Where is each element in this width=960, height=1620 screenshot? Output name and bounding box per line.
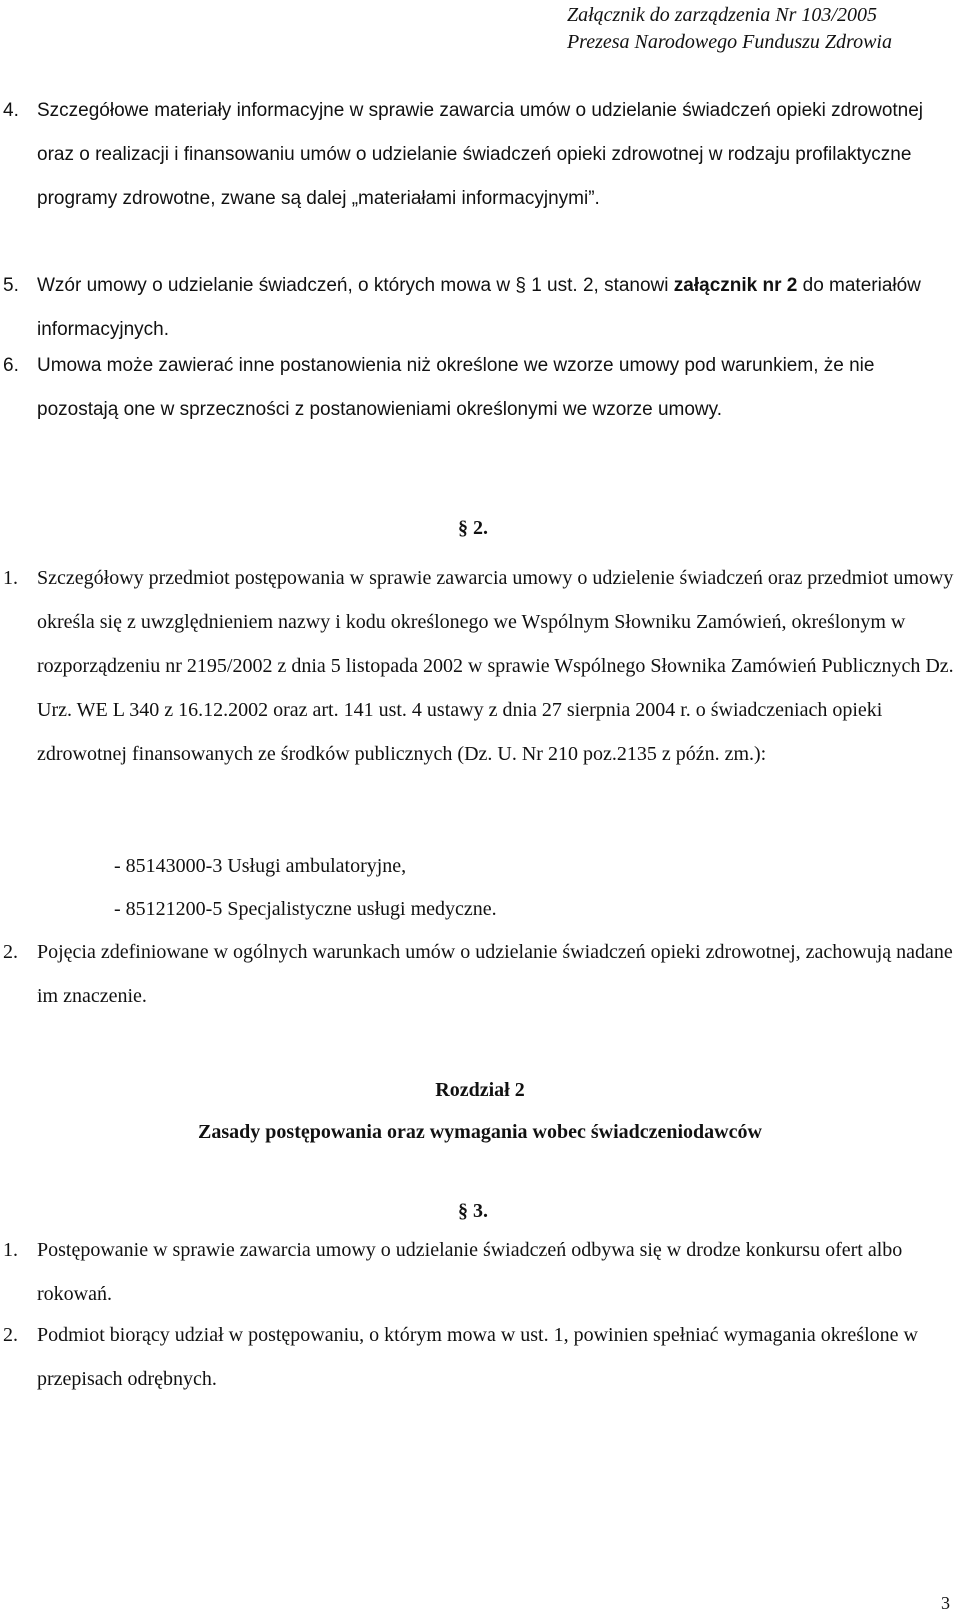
- item-number: 6.: [3, 355, 19, 376]
- header-line-1: Załącznik do zarządzenia Nr 103/2005: [566, 4, 877, 26]
- paragraph-1-item-6: [3, 344, 955, 476]
- cpv-code-1: - 85143000-3 Usługi ambulatoryjne,: [114, 855, 407, 877]
- paragraph-2-item-2: [3, 930, 955, 1062]
- paragraph-1-item-4: [3, 89, 955, 265]
- item-number: 1.: [3, 567, 18, 589]
- item-text-part: Wzór umowy o udzielanie świadczeń, o których mowa w § 1 ust. 2, stanowi: [37, 275, 674, 296]
- item-text: Szczegółowy przedmiot postępowania w sprawie zawarcia umowy o udzielenie świadczeń oraz przedmiot umowy określa się z uwzględnieniem nazwy i kodu określonego we Wspólnym Słowniku Zamówień, określonym w rozporządzeniu nr 2195/2002 z dnia 5 listopada 2002 w sprawie Wspólnego Słownika Zamówień Publicznych Dz. Urz. WE L 340 z 16.12.2002 oraz art. 141 ust. 4 ustawy z dnia 27 sierpnia 2004 r. o świadczeniach opieki zdrowotnej finansowanych ze środków publicznych (Dz. U. Nr 210 poz.2135 z późn. zm.):: [37, 567, 954, 765]
- section-mark-3: § 3.: [458, 1200, 488, 1222]
- item-number: 2.: [3, 1324, 18, 1346]
- paragraph-2-item-1: [3, 556, 955, 820]
- item-text: Postępowanie w sprawie zawarcia umowy o udzielanie świadczeń odbywa się w drodze konkursu ofert albo rokowań.: [37, 1239, 903, 1305]
- attachment-reference: załącznik nr 2: [673, 275, 798, 296]
- cpv-code-2: - 85121200-5 Specjalistyczne usługi medyczne.: [114, 898, 497, 920]
- item-text-part: do materiałów informacyjnych.: [37, 275, 921, 340]
- item-number: 4.: [3, 100, 19, 121]
- page-number: 3: [941, 1593, 950, 1613]
- paragraph-3-item-2: [3, 1313, 955, 1445]
- item-number: 2.: [3, 941, 18, 963]
- item-text: Podmiot biorący udział w postępowaniu, o którym mowa w ust. 1, powinien spełniać wymagania określone w przepisach odrębnych.: [37, 1324, 918, 1390]
- item-number: 5.: [3, 275, 19, 296]
- section-mark-2: § 2.: [458, 517, 488, 539]
- chapter-title: Rozdział 2: [435, 1079, 525, 1101]
- item-text: Pojęcia zdefiniowane w ogólnych warunkach umów o udzielanie świadczeń opieki zdrowotnej, zachowują nadane im znaczenie.: [37, 941, 953, 1007]
- chapter-subtitle: Zasady postępowania oraz wymagania wobec świadczeniodawców: [198, 1121, 762, 1143]
- item-text: Umowa może zawierać inne postanowienia niż określone we wzorze umowy pod warunkiem, że nie pozostają one w sprzeczności z postanowieniami określonymi we wzorze umowy.: [37, 355, 875, 420]
- header-line-2: Prezesa Narodowego Funduszu Zdrowia: [566, 31, 892, 53]
- item-number: 1.: [3, 1239, 18, 1261]
- item-text: Szczegółowe materiały informacyjne w sprawie zawarcia umów o udzielanie świadczeń opieki zdrowotnej oraz o realizacji i finansowaniu umów o udzielanie świadczeń opieki zdrowotnej w rodzaju profilaktyczne programy zdrowotne, zwane są dalej „materiałami informacyjnymi”.: [37, 100, 924, 209]
- attachment-header: [567, 2, 892, 56]
